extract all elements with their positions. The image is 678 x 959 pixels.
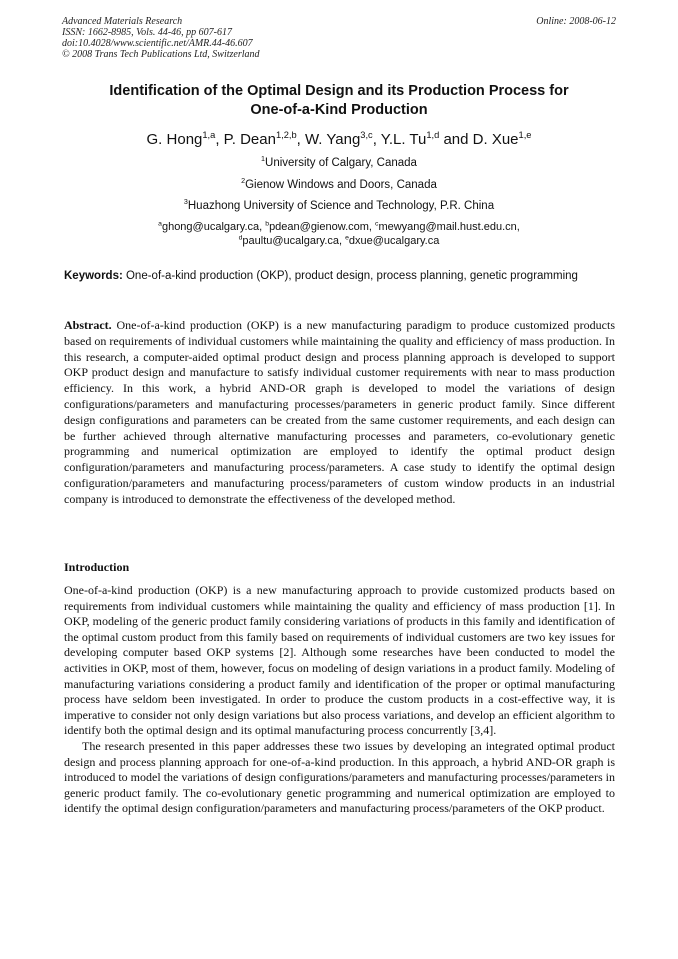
issn-line: ISSN: 1662-8985, Vols. 44-46, pp 607-617 bbox=[62, 27, 232, 38]
author-name: P. Dean bbox=[223, 131, 276, 148]
email-sup: d bbox=[238, 234, 243, 242]
keywords-section bbox=[64, 269, 614, 284]
paragraph: The research presented in this paper addresses these two issues by developing an integrated optimal product design and process planning approach for one-of-a-kind production. In this approach, a hybrid AND-OR graph is introduced to model the variations of design configurations/parameters and manufacturing processes/parameters in generic product family. The co-evolutionary genetic programming and numerical optimization are employed to identify the optimal design configuration/parameters and manufacturing process/parameters of the OKP product. bbox=[64, 738, 615, 816]
abstract-text: One-of-a-kind production (OKP) is a new manufacturing paradigm to produce customized products based on requirements of individual customers while maintaining the quality and efficiency of mass production. In this research, a computer-aided optimal product design and process planning approach is developed to support OKP product design and manufacture to satisfy individual customer requirements with near to mass production efficiency. In this work, a hybrid AND-OR graph is developed to model the variations of design configurations/parameters and manufacturing processes/parameters in generic product family. Since different design configurations and parameters can be created from the same customer requirements, and each design can be further achieved through alternative manufacturing processes and parameters, co-evolutionary genetic programming and numerical optimization are employed to identify the optimal product design configuration/parameters and manufacturing process/parameters. A case study to identify the optimal design configuration/parameters and manufacturing process/parameters of custom window products in an industrial company is introduced to demonstrate the effectiveness of the developed method. bbox=[64, 318, 615, 506]
email-c[interactable]: mewyang@mail.hust.edu.cn, bbox=[378, 221, 520, 233]
email-a[interactable]: ghong@ucalgary.ca, bbox=[161, 221, 266, 233]
email-d[interactable]: paultu@ucalgary.ca, bbox=[242, 235, 346, 247]
affiliation-1 bbox=[62, 156, 616, 170]
abstract-label: Abstract. bbox=[64, 318, 112, 332]
title-line-1: Identification of the Optimal Design and its Production Process for bbox=[109, 83, 569, 99]
author-sup: 1,a bbox=[202, 130, 216, 140]
affiliation-text: Huazhong University of Science and Technology, P.R. China bbox=[187, 200, 495, 212]
paragraph: One-of-a-kind production (OKP) is a new manufacturing approach to provide customized products based on requirements from individual customers while maintaining the quality and efficiency of mass production [1]. In OKP, modeling of the generic product family considering variations of products in this family and identification of the optimal custom product from this family based on requirements of individual customers are two key issues for developing computer based OKP systems [2]. Although some researches have been conducted to model the activities in OKP, most of them, however, focus on modeling of design variations in a product family. Modeling of manufacturing variations considering a product family and identification of the proper or optimal manufacturing process have seldom been investigated. In order to produce the custom products in a cost-effective way, it is imperative to consider not only design variations but also process variations, and develop an efficient algorithm to identify both the optimal design and its optimal manufacturing process concurrently [3,4]. bbox=[64, 583, 615, 738]
author-list bbox=[62, 131, 616, 149]
author-sup: 3,c bbox=[360, 130, 373, 140]
author-name: D. Xue bbox=[472, 131, 519, 148]
email-line-2 bbox=[62, 234, 616, 248]
email-sup: c bbox=[375, 220, 379, 228]
author-name: W. Yang bbox=[304, 131, 361, 148]
email-b[interactable]: pdean@gienow.com, bbox=[269, 221, 376, 233]
online-date: Online: 2008-06-12 bbox=[536, 16, 616, 27]
journal-name: Advanced Materials Research bbox=[62, 16, 183, 27]
author-sep: , bbox=[372, 131, 381, 148]
author-name: Y.L. Tu bbox=[380, 131, 427, 148]
affiliation-2 bbox=[62, 178, 616, 192]
email-line-1 bbox=[62, 220, 616, 234]
affiliation-sup: 2 bbox=[241, 177, 246, 186]
email-sup: a bbox=[158, 220, 162, 228]
author-sup: 1,2,b bbox=[275, 130, 297, 140]
author-sep: , bbox=[215, 131, 224, 148]
abstract-section bbox=[64, 318, 615, 508]
email-e[interactable]: dxue@ucalgary.ca bbox=[348, 235, 440, 247]
author-sup: 1,e bbox=[518, 130, 532, 140]
title-line-2: One-of-a-Kind Production bbox=[250, 102, 428, 118]
author-sep: and bbox=[439, 131, 473, 148]
email-sup: b bbox=[265, 220, 270, 228]
affiliation-text: University of Calgary, Canada bbox=[265, 157, 417, 169]
email-sup: e bbox=[345, 234, 349, 242]
affiliation-3 bbox=[62, 199, 616, 213]
introduction-heading: Introduction bbox=[64, 560, 130, 574]
doi-line: doi:10.4028/www.scientific.net/AMR.44-46.607 bbox=[62, 38, 253, 49]
affiliation-text: Gienow Windows and Doors, Canada bbox=[245, 179, 437, 191]
keywords-label: Keywords: bbox=[64, 270, 123, 282]
paper-title bbox=[62, 82, 616, 120]
author-name: G. Hong bbox=[146, 131, 203, 148]
affiliation-sup: 1 bbox=[261, 155, 266, 164]
copyright-line: © 2008 Trans Tech Publications Ltd, Switzerland bbox=[62, 49, 260, 60]
keywords-text: One-of-a-kind production (OKP), product design, process planning, genetic programming bbox=[122, 270, 578, 282]
introduction-body bbox=[64, 583, 615, 817]
author-sup: 1,d bbox=[426, 130, 440, 140]
journal-header bbox=[62, 16, 616, 60]
affiliation-sup: 3 bbox=[183, 198, 188, 207]
author-sep: , bbox=[296, 131, 305, 148]
